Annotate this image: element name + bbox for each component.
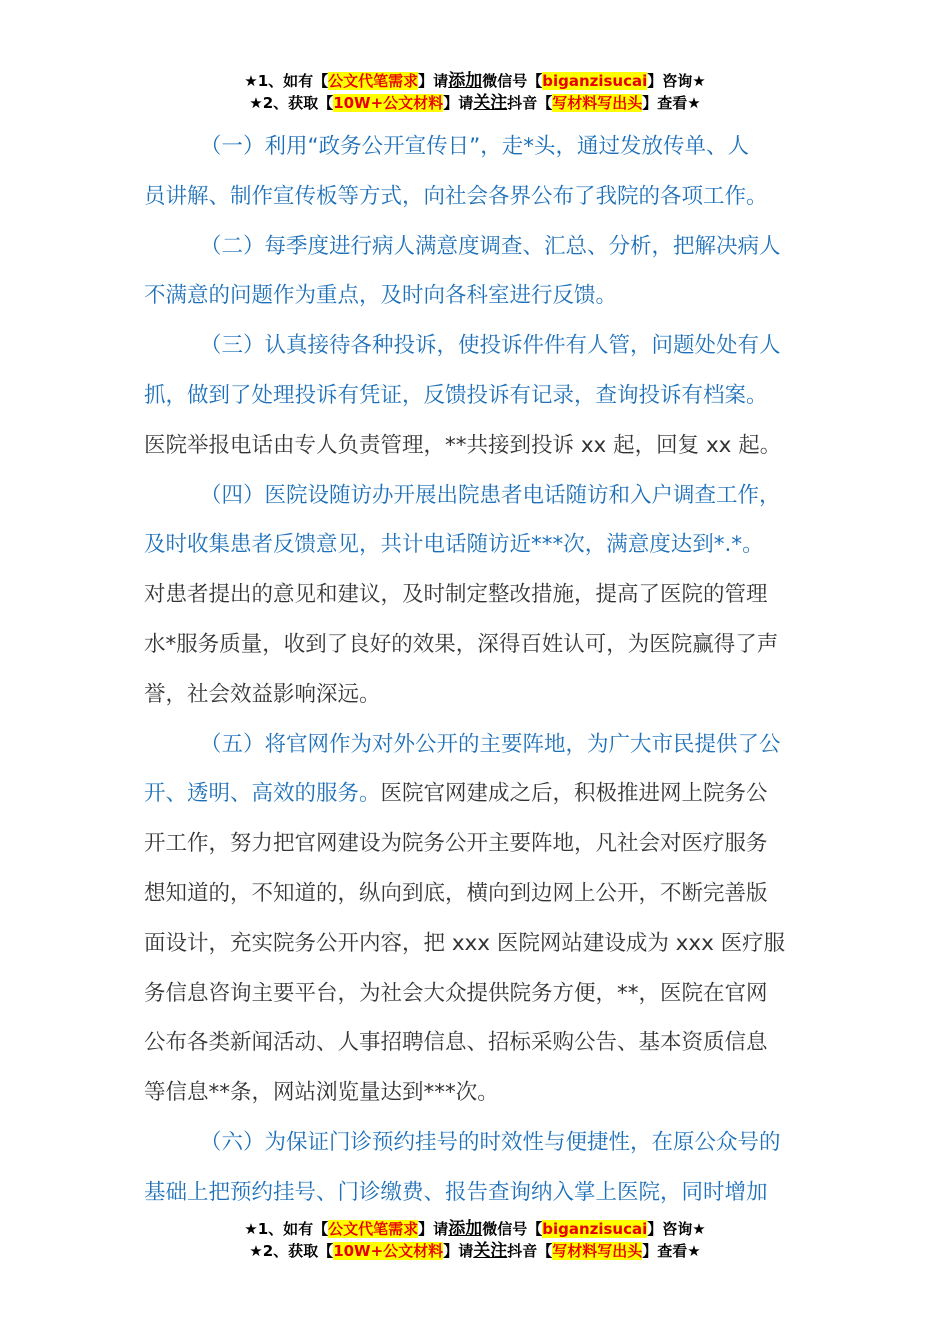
banner-emphasis: 关注: [473, 1241, 508, 1261]
paragraph-3-line: （三）认真接待各种投诉，使投诉件件有人管，问题处处有人: [200, 333, 781, 359]
banner-highlight: 公文代笔需求: [328, 72, 419, 90]
banner-text: 】咨询★: [647, 72, 706, 90]
banner-text: 】咨询★: [647, 1220, 706, 1238]
document-body: [144, 122, 824, 1218]
banner-text: 】查看★: [642, 94, 701, 112]
banner-highlight: 写材料写出头: [552, 94, 643, 112]
banner-emphasis: 添加: [448, 71, 483, 91]
banner-emphasis: 添加: [448, 1219, 483, 1239]
paragraph-2-line: （二）每季度进行病人满意度调查、汇总、分析，把解决病人: [200, 233, 781, 259]
paragraph-4-line: 水*服务质量，收到了良好的效果，深得百姓认可，为医院赢得了声: [144, 631, 779, 657]
banner-text: 】请: [443, 94, 474, 112]
banner-text: 抖音【: [507, 94, 553, 112]
banner-line-1: [0, 70, 950, 92]
banner-highlight: 10W+公文材料: [333, 94, 444, 112]
paragraph-5-line: （五）将官网作为对外公开的主要阵地，为广大市民提供了公: [200, 731, 781, 757]
paragraph-5-blue-segment: 开、透明、高效的服务。: [144, 781, 381, 807]
paragraph-5-line: 公布各类新闻活动、人事招聘信息、招标采购公告、基本资质信息: [144, 1030, 768, 1056]
banner-highlight: 写材料写出头: [552, 1242, 643, 1260]
banner-text: 】请: [418, 72, 449, 90]
paragraph-1-line: （一）利用“政务公开宣传日”，走*头，通过发放传单、人: [200, 134, 750, 159]
banner-text: 微信号【: [482, 72, 543, 90]
banner-text: ★2、获取【: [249, 1242, 334, 1260]
paragraph-3-line: 医院举报电话由专人负责管理，**共接到投诉 xx 起，回复 xx 起。: [144, 432, 782, 458]
paragraph-1-line: 员讲解、制作宣传板等方式，向社会各界公布了我院的各项工作。: [144, 183, 768, 209]
banner-line-1: [0, 1218, 950, 1240]
banner-line-2: [0, 1240, 950, 1262]
banner-text: ★1、如有【: [244, 1220, 329, 1238]
paragraph-4-line: 誉，社会效益影响深远。: [144, 681, 381, 707]
banner-text: 】查看★: [642, 1242, 701, 1260]
banner-text: ★1、如有【: [244, 72, 329, 90]
paragraph-2-line: 不满意的问题作为重点，及时向各科室进行反馈。: [144, 283, 618, 309]
paragraph-6-line: （六）为保证门诊预约挂号的时效性与便捷性，在原公众号的: [200, 1129, 781, 1155]
banner-highlight: biganzisucai: [542, 72, 648, 90]
paragraph-4-line: 及时收集患者反馈意见，共计电话随访近***次，满意度达到*.*。: [144, 532, 764, 558]
header-banner: [0, 70, 950, 114]
banner-line-2: [0, 92, 950, 114]
banner-emphasis: 关注: [473, 93, 508, 113]
banner-highlight: biganzisucai: [542, 1220, 648, 1238]
paragraph-5-line: 想知道的，不知道的，纵向到底，横向到边网上公开，不断完善版: [144, 880, 768, 906]
banner-highlight: 公文代笔需求: [328, 1220, 419, 1238]
paragraph-5-line: 等信息**条，网站浏览量达到***次。: [144, 1080, 499, 1106]
paragraph-6-line: 基础上把预约挂号、门诊缴费、报告查询纳入掌上医院，同时增加: [144, 1179, 768, 1205]
paragraph-4-line: 对患者提出的意见和建议，及时制定整改措施，提高了医院的管理: [144, 582, 768, 608]
banner-highlight: 10W+公文材料: [333, 1242, 444, 1260]
paragraph-5-dark-segment: 医院官网建成之后，积极推进网上院务公: [380, 781, 768, 807]
paragraph-3-line: 抓，做到了处理投诉有凭证，反馈投诉有记录，查询投诉有档案。: [144, 382, 768, 408]
banner-text: 抖音【: [507, 1242, 553, 1260]
banner-text: 】请: [443, 1242, 474, 1260]
banner-text: ★2、获取【: [249, 94, 334, 112]
paragraph-5-line: 面设计，充实院务公开内容，把 xxx 医院网站建设成为 xxx 医疗服: [144, 930, 786, 956]
paragraph-5-line: 开工作，努力把官网建设为院务公开主要阵地，凡社会对医疗服务: [144, 831, 768, 857]
banner-text: 】请: [418, 1220, 449, 1238]
paragraph-5-line: 务信息咨询主要平台，为社会大众提供院务方便，**，医院在官网: [144, 980, 768, 1006]
paragraph-4-line: （四）医院设随访办开展出院患者电话随访和入户调查工作，: [200, 482, 781, 508]
paragraph-5-line: [144, 769, 824, 819]
footer-banner: [0, 1218, 950, 1262]
banner-text: 微信号【: [482, 1220, 543, 1238]
